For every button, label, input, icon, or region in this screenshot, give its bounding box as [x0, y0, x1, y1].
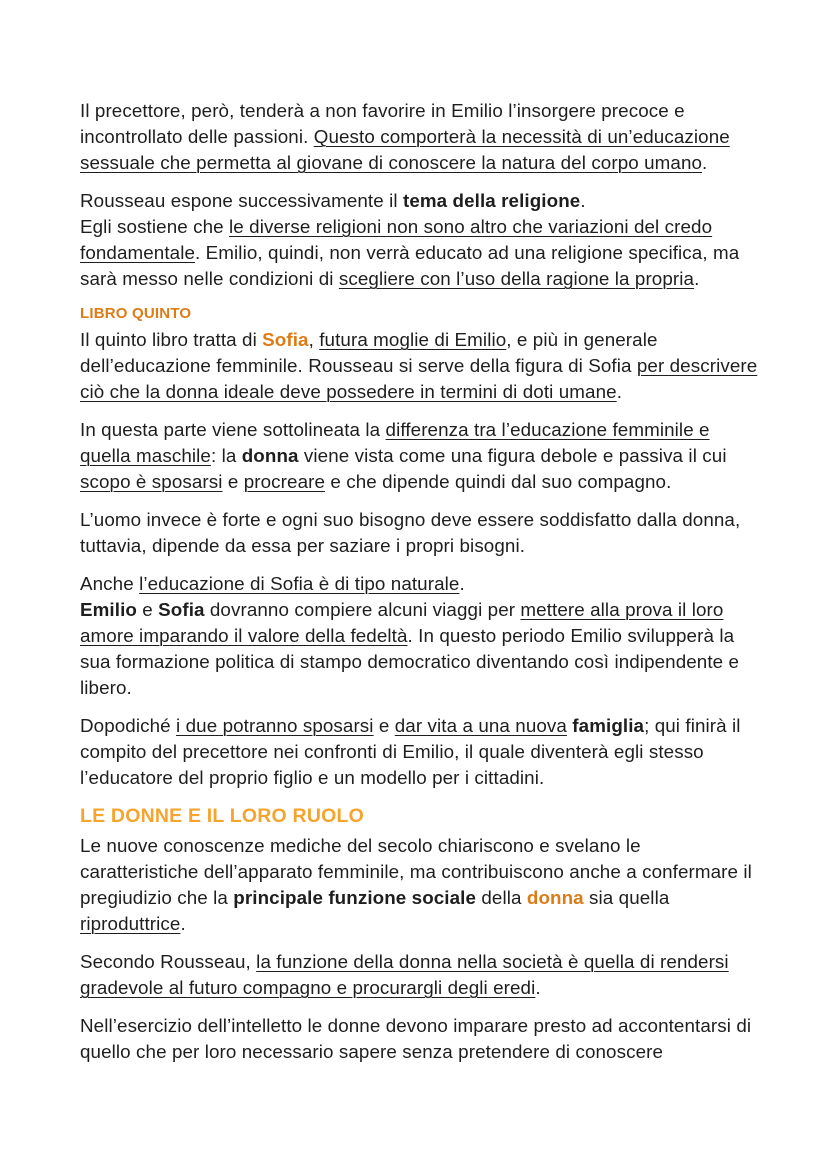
text-run: Nell’esercizio dell’intelletto le donne devono imparare presto ad accontentarsi di quello che per loro necessario sapere senza pretendere di conoscere [80, 1015, 752, 1062]
text-run: mettere alla prova il loro amore imparando il valore della fedeltà [80, 599, 724, 646]
text-run: e che dipende quindi dal suo compagno. [325, 471, 672, 492]
paragraph [80, 188, 758, 292]
paragraph [80, 327, 758, 405]
text-run: . [694, 268, 700, 289]
text-run: LE DONNE E IL LORO RUOLO [80, 805, 364, 827]
text-run: . [535, 977, 541, 998]
text-run: l’educazione di Sofia è di tipo naturale [139, 573, 460, 594]
text-run: dar vita a una nuova [394, 715, 567, 736]
text-run: Il precettore, però, tenderà a non favorire in Emilio l’insorgere precoce e incontrollato delle passioni. [80, 100, 685, 147]
paragraph [80, 98, 758, 176]
text-run: . [702, 152, 708, 173]
text-run: , e più in generale dell’educazione femminile. Rousseau si serve della figura di Sofia [80, 329, 658, 376]
text-run: : la [210, 445, 242, 466]
text-run: . In questo periodo Emilio svilupperà la sua formazione politica di stampo democratico diventando così indipendente e libero. [80, 625, 740, 698]
text-run: L’uomo invece è forte e ogni suo bisogno deve essere soddisfatto dalla donna, tuttavia, dipende da essa per saziare i propri bisogni. [80, 509, 741, 556]
text-run: differenza tra l’educazione femminile e quella maschile [80, 419, 710, 466]
paragraph [80, 571, 758, 701]
text-run: . Emilio, quindi, non verrà educato ad una religione specifica, ma sarà messo nelle condizioni di [80, 242, 740, 289]
text-run: viene vista come una figura debole e passiva il cui [298, 445, 727, 466]
text-run: tema della religione [402, 190, 581, 211]
text-run: scegliere con l’uso della ragione la propria [338, 268, 695, 289]
text-run: riproduttrice [80, 913, 181, 934]
text-run: scopo è sposarsi [80, 471, 223, 492]
text-run: . [180, 913, 186, 934]
text-run: Sofia [158, 599, 205, 620]
section-heading-small [80, 304, 758, 324]
text-run: famiglia [572, 715, 645, 736]
text-run: LIBRO QUINTO [80, 305, 192, 322]
text-run: dovranno compiere alcuni viaggi per [204, 599, 521, 620]
text-run: Secondo Rousseau, [80, 951, 257, 972]
text-run: . [459, 573, 465, 594]
text-run: ; qui finirà il compito del precettore nei confronti di Emilio, il quale diventerà egli stesso l’educatore del proprio figlio e un modello per i cittadini. [80, 715, 741, 788]
text-run: e [136, 599, 159, 620]
text-run: Emilio [80, 599, 137, 620]
text-run: donna [241, 445, 299, 466]
paragraph [80, 713, 758, 791]
text-run: Anche [80, 573, 140, 594]
text-run: la funzione della donna nella società è quella di rendersi gradevole al futuro compagno e procurargli degli eredi [80, 951, 729, 998]
text-run: le diverse religioni non sono altro che variazioni del credo fondamentale [80, 216, 713, 263]
text-run: i due potranno sposarsi [176, 715, 374, 736]
text-run: futura moglie di Emilio [319, 329, 507, 350]
section-heading-large [80, 803, 758, 829]
text-run: . [580, 190, 586, 211]
text-run: della [476, 887, 527, 908]
text-run: Egli sostiene che [80, 216, 230, 237]
text-run: Dopodiché [80, 715, 177, 736]
paragraph [80, 1013, 758, 1065]
paragraph [80, 833, 758, 937]
paragraph [80, 507, 758, 559]
text-run: sia quella [583, 887, 670, 908]
text-run: e [373, 715, 395, 736]
text-run: Le nuove conoscenze mediche del secolo chiariscono e svelano le caratteristiche dell’apparato femminile, ma contribuiscono anche a confermare il pregiudizio che la [80, 835, 752, 908]
text-run: Il quinto libro tratta di [80, 329, 263, 350]
text-run: In questa parte viene sottolineata la [80, 419, 386, 440]
text-run: , [308, 329, 320, 350]
text-run: procreare [243, 471, 326, 492]
text-run: Sofia [262, 329, 309, 350]
text-run: per descrivere ciò che la donna ideale deve possedere in termini di doti umane [80, 355, 758, 402]
text-run: Rousseau espone successivamente il [80, 190, 403, 211]
text-run: . [616, 381, 623, 402]
paragraph [80, 417, 758, 495]
text-run: e [222, 471, 244, 492]
paragraph [80, 949, 758, 1001]
text-run: Questo comporterà la necessità di un’educazione sessuale che permetta al giovane di conoscere la natura del corpo umano [80, 126, 730, 173]
text-run: donna [526, 887, 584, 908]
text-run: principale funzione sociale [233, 887, 477, 908]
